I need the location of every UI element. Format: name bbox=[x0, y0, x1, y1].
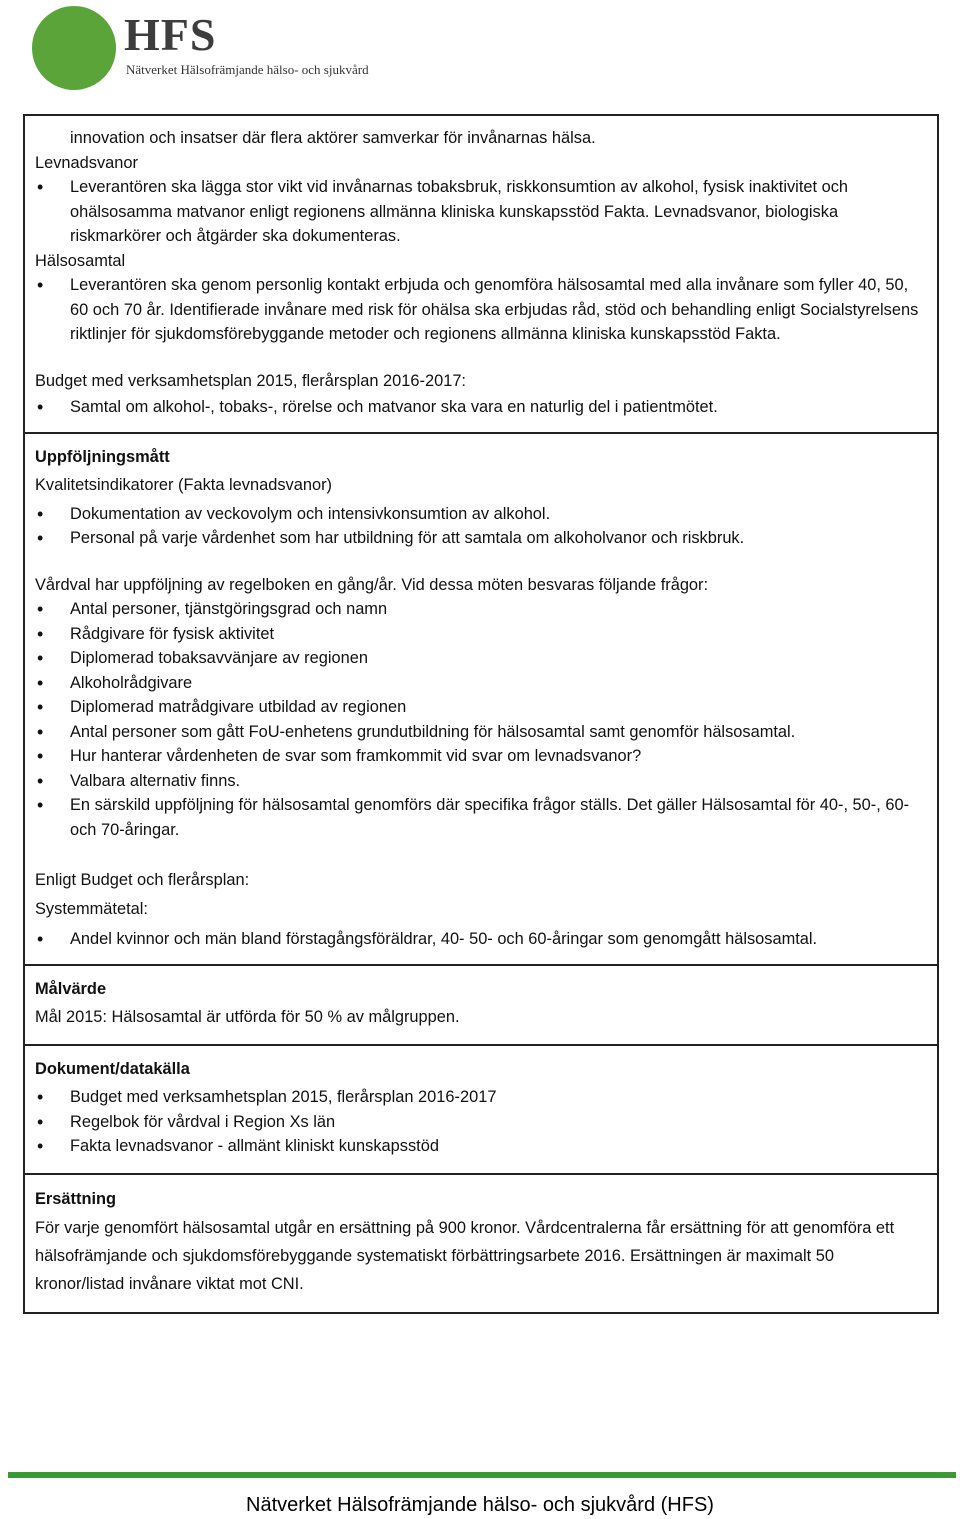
heading-levnadsvanor: Levnadsvanor bbox=[35, 153, 138, 172]
list-item: • Dokumentation av veckovolym och intensivkonsumtion av alkohol. bbox=[35, 502, 927, 527]
list-item: • Antal personer som gått FoU-enhetens grundutbildning för hälsosamtal samt genomför hälsosamtal. bbox=[35, 720, 927, 745]
section-levnadsvanor bbox=[25, 116, 937, 432]
list-item: • Regelbok för vårdval i Region Xs län bbox=[35, 1110, 927, 1135]
heading-halsosamtal: Hälsosamtal bbox=[35, 251, 126, 270]
ersattning-text: För varje genomfört hälsosamtal utgår en ersättning på 900 kronor. Vårdcentralerna får ersättning för att genomföra ett hälsofrämjande och sjukdomsförebyggande systematiskt förbättringsarbete 2016. Ersättningen är maximalt 50 kronor/listad invånare viktat mot CNI. bbox=[35, 1219, 895, 1293]
list-item: • Samtal om alkohol-, tobaks-, rörelse och matvanor ska vara en naturlig del i patientmötet. bbox=[35, 395, 927, 420]
section-title: Dokument/datakälla bbox=[35, 1059, 190, 1078]
vardval-heading: Vårdval har uppföljning av regelboken en gång/år. Vid dessa möten besvaras följande frågor: bbox=[35, 575, 709, 594]
section-title: Ersättning bbox=[35, 1189, 117, 1208]
section-uppfoljningsmatt bbox=[25, 432, 937, 964]
systemmatetal-heading: Systemmätetal: bbox=[35, 899, 148, 918]
section-malvarde bbox=[25, 964, 937, 1044]
list-item: • Leverantören ska lägga stor vikt vid invånarnas tobaksbruk, riskkonsumtion av alkohol, fysisk inaktivitet och ohälsosamma matvanor enligt regionens allmänna kliniska kunskapsstöd Fakta. Levnadsvanor, biologiska riskmarkörer och åtgärder ska dokumenteras. bbox=[35, 175, 927, 249]
list-item: • En särskild uppföljning för hälsosamtal genomförs där specifika frågor ställs. Det gäller Hälsosamtal för 40-, 50-, 60- och 70-åringar. bbox=[35, 793, 927, 842]
section-dokument-datakalla bbox=[25, 1044, 937, 1173]
enligt-heading: Enligt Budget och flerårsplan: bbox=[35, 871, 250, 889]
continuation-line: innovation och insatser där flera aktörer samverkar för invånarnas hälsa. bbox=[70, 129, 596, 147]
section-ersattning bbox=[25, 1173, 937, 1313]
document-table bbox=[23, 114, 939, 1314]
section-title: Uppföljningsmått bbox=[35, 447, 170, 466]
list-item: • Andel kvinnor och män bland förstagångsföräldrar, 40- 50- och 60-åringar som genomgått hälsosamtal. bbox=[35, 927, 927, 952]
list-item: • Personal på varje vårdenhet som har utbildning för att samtala om alkoholvanor och riskbruk. bbox=[35, 526, 927, 551]
logo-abbreviation: HFS bbox=[124, 9, 217, 60]
list-item: • Valbara alternativ finns. bbox=[35, 769, 927, 794]
footer-text: Nätverket Hälsofrämjande hälso- och sjukvård (HFS) bbox=[246, 1494, 714, 1516]
logo-circle-icon bbox=[32, 6, 116, 90]
list-item: • Hur hanterar vårdenheten de svar som framkommit vid svar om levnadsvanor? bbox=[35, 744, 927, 769]
logo-full-name: Nätverket Hälsofrämjande hälso- och sjukvård bbox=[126, 62, 369, 77]
subheading-kvalitetsindikatorer: Kvalitetsindikatorer (Fakta levnadsvanor) bbox=[35, 476, 332, 494]
footer-divider bbox=[8, 1472, 956, 1478]
list-item: • Diplomerad tobaksavvänjare av regionen bbox=[35, 646, 927, 671]
section-title: Målvärde bbox=[35, 979, 107, 998]
list-item: • Antal personer, tjänstgöringsgrad och namn bbox=[35, 597, 927, 622]
list-item: • Fakta levnadsvanor - allmänt kliniskt kunskapsstöd bbox=[35, 1134, 927, 1159]
malvarde-text: Mål 2015: Hälsosamtal är utförda för 50 % av målgruppen. bbox=[35, 1008, 460, 1026]
list-item: • Alkoholrådgivare bbox=[35, 671, 927, 696]
list-item: • Rådgivare för fysisk aktivitet bbox=[35, 622, 927, 647]
hfs-logo bbox=[32, 6, 392, 86]
budget-heading: Budget med verksamhetsplan 2015, flerårsplan 2016-2017: bbox=[35, 371, 466, 390]
list-item: • Budget med verksamhetsplan 2015, flerårsplan 2016-2017 bbox=[35, 1085, 927, 1110]
list-item: • Leverantören ska genom personlig kontakt erbjuda och genomföra hälsosamtal med alla invånare som fyller 40, 50, 60 och 70 år. Identifierade invånare med risk för ohälsa ska erbjudas råd, stöd och behandling enligt Socialstyrelsens riktlinjer för sjukdomsförebyggande metoder och regionens allmänna kliniska kunskapsstöd Fakta. bbox=[35, 273, 927, 347]
list-item: • Diplomerad matrådgivare utbildad av regionen bbox=[35, 695, 927, 720]
